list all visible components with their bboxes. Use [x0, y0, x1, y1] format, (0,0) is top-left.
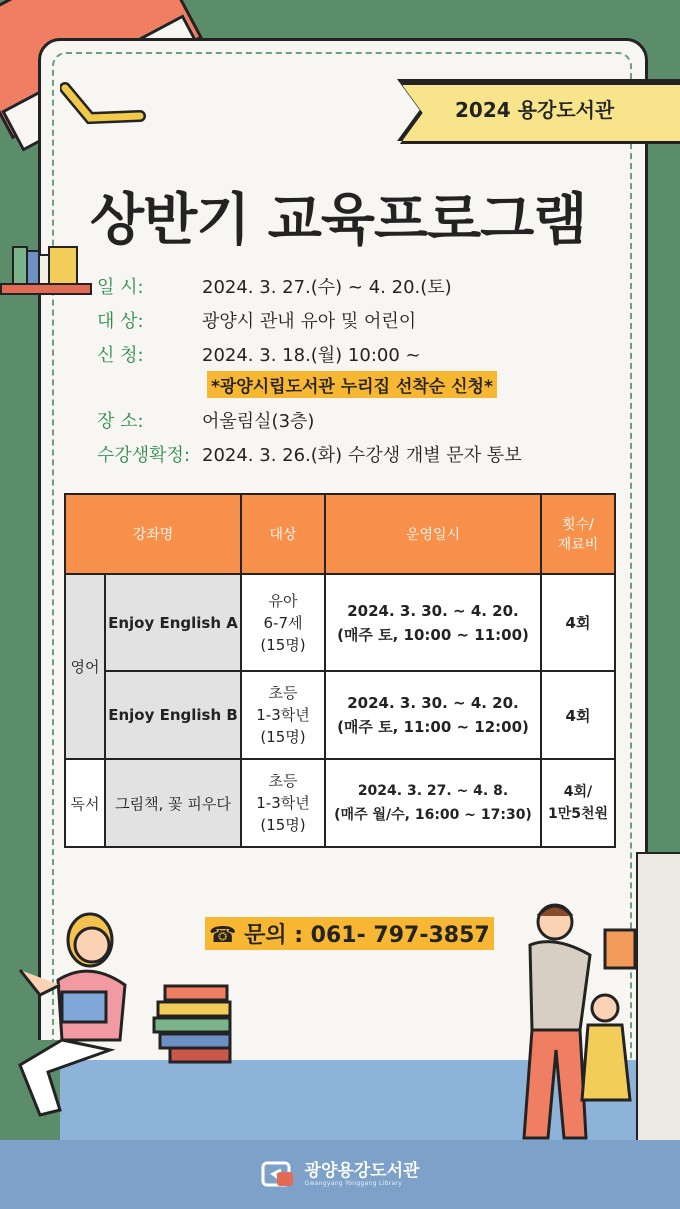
apply-note: *광양시립도서관 누리집 선착순 신청* [207, 371, 497, 398]
course-name: 그림책, 꽃 피우다 [105, 759, 241, 847]
reading-girl-illustration [0, 900, 170, 1140]
course-count: 4회 [541, 671, 615, 759]
table-header-row [65, 494, 615, 574]
header-target: 대상 [241, 494, 325, 574]
course-target: 유아 6-7세 (15명) [241, 574, 325, 671]
info-date: 일 시: 2024. 3. 27.(수) ~ 4. 20.(토) [97, 277, 452, 298]
header-count-fee: 횟수/ 재료비 [541, 494, 615, 574]
table-row [65, 574, 615, 671]
table-row [65, 671, 615, 759]
book-stack-illustration [150, 982, 240, 1067]
course-name: Enjoy English A [105, 574, 241, 671]
category-english: 영어 [65, 574, 105, 759]
info-apply: 신 청: 2024. 3. 18.(월) 10:00 ~ [97, 345, 421, 366]
header-schedule: 운영일시 [325, 494, 541, 574]
contact-phone: ☎ 문의 : 061- 797-3857 [205, 917, 494, 950]
course-target: 초등 1-3학년 (15명) [241, 671, 325, 759]
library-name-en: Gwangyang Yonggang Library [304, 1180, 403, 1187]
library-name: 광양용강도서관 [304, 1161, 420, 1181]
tassel-icon [60, 78, 150, 138]
header-course: 강좌명 [65, 494, 241, 574]
course-name: Enjoy English B [105, 671, 241, 759]
info-place: 장 소: 어울림실(3층) [97, 411, 315, 432]
parent-child-illustration [510, 900, 640, 1145]
table-row [65, 759, 615, 847]
course-schedule: 2024. 3. 30. ~ 4. 20. (매주 토, 11:00 ~ 12:00) [325, 671, 541, 759]
book-icon [48, 246, 78, 286]
footer [0, 1140, 680, 1209]
schedule-table [64, 493, 616, 848]
course-schedule: 2024. 3. 27. ~ 4. 8. (매주 월/수, 16:00 ~ 17:30) [325, 759, 541, 847]
course-count: 4회/ 1만5천원 [541, 759, 615, 847]
info-confirm: 수강생확정: 2024. 3. 26.(화) 수강생 개별 문자 통보 [97, 445, 522, 466]
door [636, 852, 680, 1146]
course-count: 4회 [541, 574, 615, 671]
library-logo [261, 1160, 420, 1190]
info-target: 대 상: 광양시 관내 유아 및 어린이 [97, 311, 417, 332]
shelf [0, 283, 92, 295]
course-schedule: 2024. 3. 30. ~ 4. 20. (매주 토, 10:00 ~ 11:00) [325, 574, 541, 671]
category-reading: 독서 [65, 759, 105, 847]
course-target: 초등 1-3학년 (15명) [241, 759, 325, 847]
page-title: 상반기 교육프로그램 [90, 188, 587, 253]
library-logo-icon [261, 1160, 297, 1190]
ribbon-label: 2024 용강도서관 [455, 98, 615, 122]
